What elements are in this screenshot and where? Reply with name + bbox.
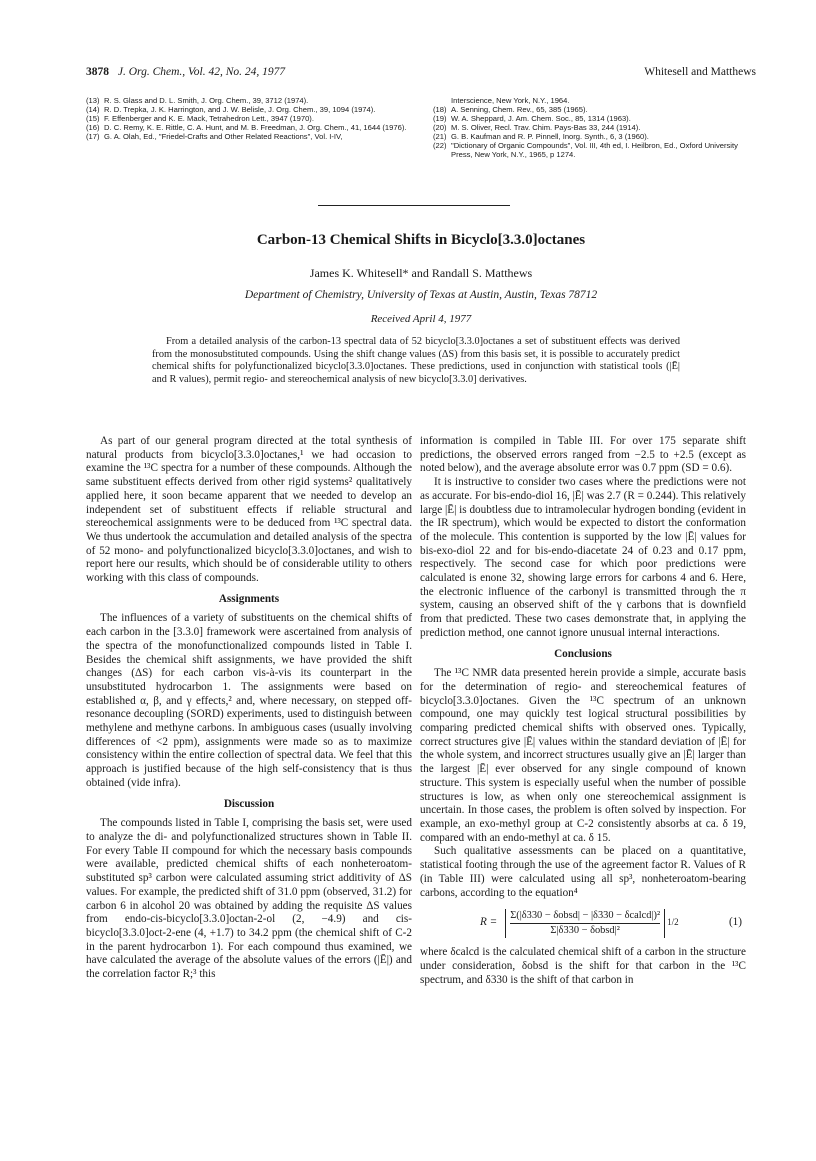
- reference-number: (21): [433, 132, 447, 141]
- body-right-column: [420, 435, 746, 987]
- reference-text: W. A. Sheppard, J. Am. Chem. Soc., 85, 1314 (1963).: [451, 114, 631, 123]
- equation-exponent: 1/2: [667, 917, 679, 928]
- reference-item: [86, 114, 409, 123]
- article-affiliation: Department of Chemistry, University of Texas at Austin, Austin, Texas 78712: [244, 289, 598, 301]
- running-header: [86, 66, 756, 84]
- reference-text: R. S. Glass and D. L. Smith, J. Org. Chem., 39, 3712 (1974).: [104, 96, 309, 105]
- equation-bracket: [505, 909, 665, 938]
- equation-fraction: [510, 909, 660, 938]
- heading-discussion: Discussion: [223, 797, 275, 810]
- reference-item: [433, 123, 756, 132]
- received-date: Received April 4, 1977: [370, 313, 472, 325]
- conclusions-paragraph: The ¹³C NMR data presented herein provide a simple, accurate basis for the determination of regio- and stereochemical features of bicyclo[3.3.0]octanes. Given the ¹³C spectrum of an unknown compound, one may quickly test logical structural possibilities by comparing predicted chemical shifts with observed ones. Typically, correct structures give |Ē| values within the standard deviation of |Ē| for the whole system, and incorrect structures usually give an |Ē| larger than the largest |Ē| ever observed for any single compound of known structure. This system is especially useful when the number of possible structures is low, as when only one stereochemical assignment is uncertain. In those cases, the problem is often solved by inspection. For example, an exo-methyl group at C-2 consistently absorbs at ca. δ 19, compared with an endo-methyl at ca. δ 15.: [420, 667, 746, 844]
- reference-number: (14): [86, 105, 100, 114]
- reference-item: [433, 96, 756, 105]
- reference-text: D. C. Remy, K. E. Rittle, C. A. Hunt, and M. B. Freedman, J. Org. Chem., 41, 1644 (1976).: [104, 123, 407, 132]
- equation-explanation: where δcalcd is the calculated chemical shift of a carbon in the structure under consideration, δobsd is the shift for that carbon in the ¹³C spectrum, and δ330 is the shift of that carbon in: [420, 946, 746, 986]
- reference-text: R. D. Trepka, J. K. Harrington, and J. W. Belisle, J. Org. Chem., 39, 1094 (1974).: [104, 105, 376, 114]
- heading-assignments: Assignments: [218, 592, 280, 605]
- reference-number: [433, 96, 451, 105]
- discussion-paragraph: The compounds listed in Table I, comprising the basis set, were used to analyze the di- and polyfunctionalized structures shown in Table II. For every Table II compound for which the necessary basis compounds were available, predicted chemical shifts of each nonheteroatom-substituted sp³ carbon were calculated assuming strict additivity of ΔS values. For example, the predicted shift of 31.0 ppm (observed, 31.2) for carbon 6 in alcohol 20 was obtained by adding the requisite ΔS values from endo-cis-bicyclo[3.3.0]octan-2-ol (2, −4.9) and cis-bicyclo[3.3.0]oct-2-ene (4, +1.7) to 34.2 ppm (the chemical shift of C-2 in the parent hydrocarbon 1). For each compound thus examined, we have calculated the average of the absolute values of the errors (|Ē|) and the correlation factor R;³ this: [86, 817, 412, 981]
- header-left: [86, 66, 285, 84]
- agreement-factor-paragraph: Such qualitative assessments can be placed on a quantitative, statistical footing through the use of the agreement factor R. Values of R (in Table III) were calculated using all sp³, nonheteroatom-bearing carbons, according to the equation⁴: [420, 845, 746, 899]
- reference-text: G. B. Kaufman and R. P. Pinnell, Inorg. Synth., 6, 3 (1960).: [451, 132, 649, 141]
- reference-item: [86, 105, 409, 114]
- reference-text: G. A. Olah, Ed., "Friedel-Crafts and Other Related Reactions", Vol. I-IV,: [104, 132, 343, 141]
- header-authors: Whitesell and Matthews: [644, 66, 756, 78]
- equation-number: (1): [728, 916, 742, 929]
- reference-number: (16): [86, 123, 100, 132]
- journal-citation: J. Org. Chem., Vol. 42, No. 24, 1977: [117, 66, 286, 78]
- reference-item: [433, 105, 756, 114]
- references-block: [86, 96, 756, 159]
- reference-item: [86, 123, 409, 132]
- body-left-column: [86, 435, 412, 982]
- equation-numerator: Σ(|δ330 − δobsd| − |δ330 − δcalcd|)²: [510, 909, 660, 925]
- equation-lhs: R =: [480, 916, 498, 929]
- reference-item: [433, 132, 756, 141]
- results-paragraph: information is compiled in Table III. For over 175 separate shift predictions, the observed errors ranged from −2.5 to +2.5 (except as noted below), and the average absolute error was 0.7 ppm (SD = 0.6).: [420, 435, 746, 475]
- reference-item: [86, 132, 409, 141]
- cases-paragraph: It is instructive to consider two cases where the predictions were not as accurate. For bis-endo-diol 16, |Ē| was 2.7 (R = 0.244). This relatively large |Ē| is doubtless due to intramolecular hydrogen bonding (evident in the IR spectrum), which would be expected to distort the conformation of the molecule. This contention is supported by the low |Ē| values for bis-exo-diol 22 and for bis-endo-diacetate 24 of 0.23 and 0.17 ppm, respectively. The second case for which poor predictions were calculated is enone 32, showing large errors for carbons 4 and 6. Here, the electronic influence of the carbonyl is transmitted through the π system, causing an observed shift of the γ carbons that is downfield from that predicted. These two cases demonstrate that, in applying the prediction method, one cannot ignore unusual internal interactions.: [420, 476, 746, 639]
- intro-paragraph: As part of our general program directed at the total synthesis of natural products from bicyclo[3.3.0]octanes,¹ we had occasion to examine the ¹³C spectra for a number of these compounds. Although the same substituent effects derived from other rigid systems² qualitatively applied here, it soon became apparent that we needed to develop an independent set of substituent effects if reliable structural and stereochemical assignments were to be deduced from ¹³C spectral data. We thus undertook the accumulation and detailed analysis of the spectra of 52 mono- and polyfunctionalized bicyclo[3.3.0]octanes, and wish to report here our results, which should be of considerable utility to others working with this class of compounds.: [86, 435, 412, 585]
- reference-text: Interscience, New York, N.Y., 1964.: [451, 96, 570, 105]
- reference-number: (22): [433, 141, 447, 150]
- reference-item: [433, 141, 756, 159]
- references-left-column: [86, 96, 409, 159]
- heading-conclusions: Conclusions: [554, 647, 612, 660]
- reference-text: M. S. Oliver, Recl. Trav. Chim. Pays-Bas 33, 244 (1914).: [451, 123, 641, 132]
- reference-text: "Dictionary of Organic Compounds", Vol. III, 4th ed, I. Heilbron, Ed., Oxford University Press, New York, N.Y., 1965, p 1274.: [451, 141, 738, 159]
- references-right-column: [433, 96, 756, 159]
- assignments-paragraph: The influences of a variety of substituents on the chemical shifts of each carbon in the [3.3.0] framework were ascertained from analysis of the spectra of the monofunctionalized compounds listed in Table I. Besides the chemical shift assignments, we have provided the shift changes (ΔS) for each carbon vis-à-vis its counterpart in the unsubstituted hydrocarbon 1. The assignments were based on established α, β, and γ effects,² and, where necessary, on stepped off-resonance decoupling (SORD) experiments, used to distinguish between methylene and methyne carbons. In ambiguous cases (usually involving differences of <2 ppm), assignments were made so as to maximize consistency within the entire collection of spectral data. We feel that this approach is justified because of the high self-consistency that is thus obtained (vide infra).: [86, 612, 412, 789]
- reference-number: (13): [86, 96, 100, 105]
- page-number: 3878: [86, 66, 109, 78]
- reference-text: A. Senning, Chem. Rev., 65, 385 (1965).: [451, 105, 588, 114]
- reference-number: (19): [433, 114, 447, 123]
- reference-item: [86, 96, 409, 105]
- abstract: From a detailed analysis of the carbon-13 spectral data of 52 bicyclo[3.3.0]octanes a set of substituent effects was derived from the monosubstituted compounds. Using the shift change values (ΔS) from this basis set, it is possible to accurately predict chemical shifts for polyfunctionalized bicyclo[3.3.0]octanes. These predictions, used in conjunction with statistical tools (|Ē| and R values), permit regio- and stereochemical analysis of new bicyclo[3.3.0] derivatives.: [152, 336, 680, 385]
- article-authors: James K. Whitesell* and Randall S. Matthews: [309, 266, 533, 280]
- equation-denominator: Σ|δ330 − δobsd|²: [550, 925, 620, 937]
- reference-item: [433, 114, 756, 123]
- reference-number: (20): [433, 123, 447, 132]
- article-title: Carbon-13 Chemical Shifts in Bicyclo[3.3.0]octanes: [256, 232, 586, 248]
- reference-text: F. Effenberger and K. E. Mack, Tetrahedron Lett., 3947 (1970).: [104, 114, 314, 123]
- equation-1: [420, 906, 746, 940]
- section-divider: [318, 205, 510, 206]
- reference-number: (17): [86, 132, 100, 141]
- reference-number: (15): [86, 114, 100, 123]
- reference-number: (18): [433, 105, 447, 114]
